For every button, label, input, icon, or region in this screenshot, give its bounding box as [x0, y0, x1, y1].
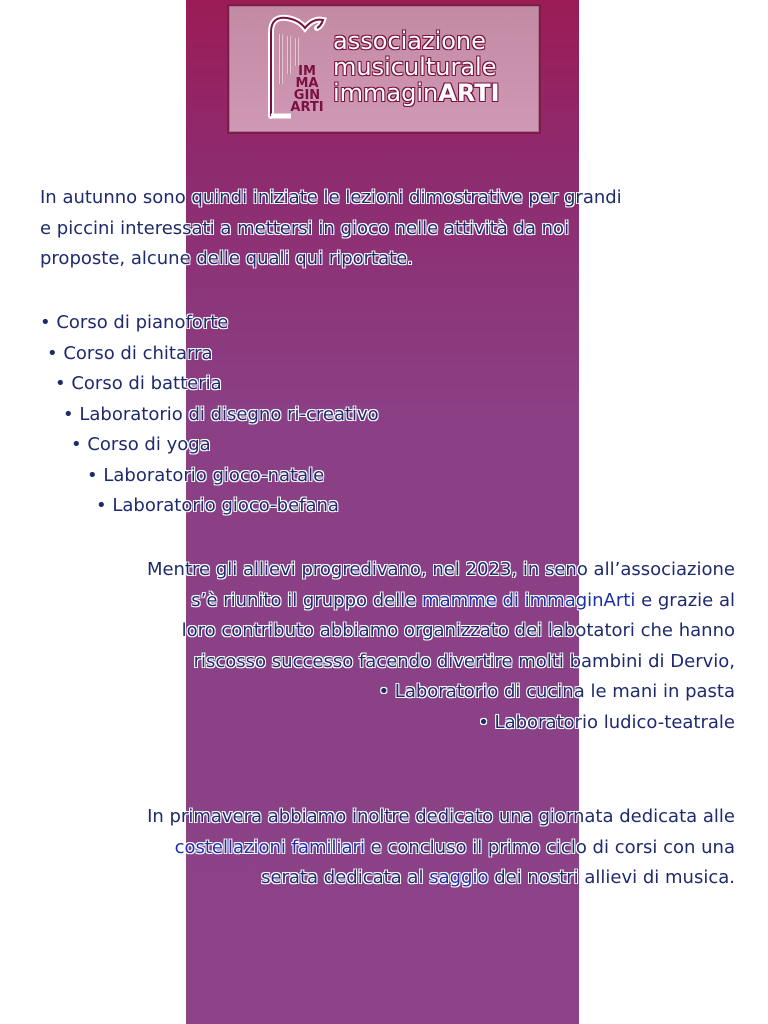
intro-paragraph: In autunno sono quindi iniziate le lezioni dimostrative per grandi e piccini interessati a mettersi in gioco nelle attività da noi proposte, alcune delle quali qui riportate.: [40, 187, 622, 269]
logo-line-2: musiculturale: [333, 53, 497, 81]
logo: [227, 4, 541, 134]
list-item: • Corso di yoga: [71, 434, 211, 455]
logo-mark-text: IM MA GIN ARTI: [290, 64, 324, 115]
saggio-highlight: saggio: [429, 867, 489, 888]
list-item: • Laboratorio gioco-natale: [87, 465, 325, 486]
list-item: • Laboratorio di cucina le mani in pasta: [378, 681, 735, 702]
list-item: • Corso di chitarra: [47, 343, 213, 364]
mamme-link: mamme di immaginArti: [422, 589, 636, 611]
list-item: • Laboratorio di disegno ri-creativo: [63, 404, 379, 425]
costellazioni-highlight: costellazioni familiari: [174, 836, 365, 858]
mamme-paragraph: Mentre gli allievi progredivano, nel 2023, in seno all’associazione s’è riunito il gruppo delle mamme di immaginArti e grazie al loro contributo abbiamo organizzato dei labotatori che hanno riscosso successo facendo divertire molti bambini di Dervio, • Laboratorio di cucina le mani in pasta • Laboratorio ludico-teatrale: [147, 555, 735, 738]
list-item: • Corso di batteria: [55, 373, 222, 394]
list-item: • Corso di pianoforte: [40, 312, 229, 333]
list-item: • Laboratorio gioco-befana: [96, 495, 339, 516]
list-item: • Laboratorio ludico-teatrale: [478, 711, 735, 733]
logo-line-1: associazione: [333, 27, 486, 55]
spring-paragraph: In primavera abbiamo inoltre dedicato una giornata dedicata alle costellazioni familiari e concluso il primo ciclo di corsi con una serata dedicata al saggio dei nostri allievi di musica.: [147, 806, 735, 888]
logo-wordmark: [333, 28, 500, 106]
logo-line-3: immaginARTI: [333, 79, 500, 107]
